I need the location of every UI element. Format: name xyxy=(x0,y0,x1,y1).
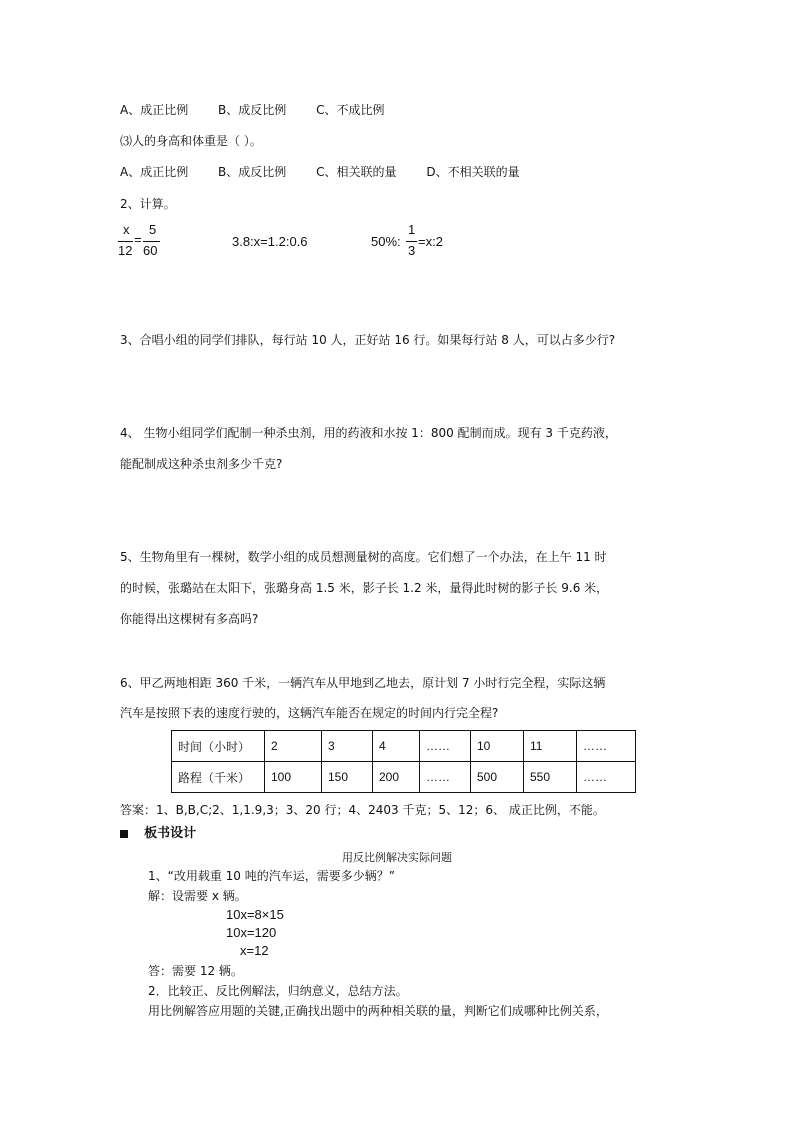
board-heading: 板书设计 xyxy=(144,826,197,841)
option-b: B、成反比例 xyxy=(218,165,287,179)
answers: 答案：1、B,B,C;2、1,1.9,3；3、20 行；4、2403 千克；5、12；6、 成正比例，不能。 xyxy=(120,803,605,817)
board-line-5: x=12 xyxy=(240,943,269,958)
q5-line-3: 你能得出这棵树有多高吗? xyxy=(120,612,259,626)
table-cell: 100 xyxy=(265,762,322,793)
table-cell: 时间（小时） xyxy=(172,731,265,762)
table-cell: 10 xyxy=(471,731,524,762)
eq1-left-den: 12 xyxy=(118,243,133,258)
q3-problem: 3、合唱小组的同学们排队，每行站 10 人，正好站 16 行。如果每行站 8 人，可以占多少行? xyxy=(120,333,616,347)
speed-table xyxy=(171,730,636,793)
prev-question-options xyxy=(120,102,411,118)
table-cell: 4 xyxy=(373,731,420,762)
square-bullet-icon xyxy=(120,830,128,838)
board-line-7: 2．比较正、反比例解法，归纳意义，总结方法。 xyxy=(148,984,408,998)
equation-2: 3.8:x=1.2:0.6 xyxy=(232,234,308,249)
table-cell: 3 xyxy=(322,731,373,762)
board-line-3: 10x=8×15 xyxy=(226,907,284,922)
eq3-den: 3 xyxy=(408,243,416,258)
q5-line-1: 5、生物角里有一棵树，数学小组的成员想测量树的高度。它们想了一个办法，在上午 11 时 xyxy=(120,550,607,564)
board-heading-row xyxy=(120,826,196,842)
option-b: B、成反比例 xyxy=(218,103,287,117)
option-a: A、成正比例 xyxy=(120,165,189,179)
table-cell: …… xyxy=(420,731,471,762)
table-cell: 550 xyxy=(524,762,577,793)
q6-line-1: 6、甲乙两地相距 360 千米，一辆汽车从甲地到乙地去，原计划 7 小时行完全程，实际这辆 xyxy=(120,676,606,690)
option-d: D、不相关联的量 xyxy=(426,165,520,179)
eq3-prefix: 50%: xyxy=(371,234,401,249)
board-line-6: 答：需要 12 辆。 xyxy=(148,964,243,978)
eq1-right-den: 60 xyxy=(143,243,158,258)
option-c: C、相关联的量 xyxy=(316,165,397,179)
fraction-bar xyxy=(406,241,417,242)
table-row xyxy=(172,762,636,793)
board-title: 用反比例解决实际问题 xyxy=(342,851,452,864)
fraction-bar xyxy=(118,241,133,242)
table-cell: 500 xyxy=(471,762,524,793)
table-cell: 11 xyxy=(524,731,577,762)
option-a: A、成正比例 xyxy=(120,103,189,117)
table-cell: …… xyxy=(577,731,636,762)
fraction-bar xyxy=(143,241,160,242)
eq3-num: 1 xyxy=(408,222,416,237)
board-line-4: 10x=120 xyxy=(226,925,277,940)
board-line-2: 解：设需要 x 辆。 xyxy=(148,889,247,903)
equation-3 xyxy=(371,222,451,262)
q2-title: 2、计算。 xyxy=(120,197,176,211)
table-row xyxy=(172,731,636,762)
option-c: C、不成比例 xyxy=(316,103,385,117)
eq1-left-num: x xyxy=(123,222,130,237)
equation-1 xyxy=(118,222,164,262)
q4-line-2: 能配制成这种杀虫剂多少千克? xyxy=(120,457,283,471)
table-cell: 200 xyxy=(373,762,420,793)
table-cell: 2 xyxy=(265,731,322,762)
q6-line-2: 汽车是按照下表的速度行驶的，这辆汽车能否在规定的时间内行完全程? xyxy=(120,706,499,720)
board-line-1: 1、“改用载重 10 吨的汽车运，需要多少辆？” xyxy=(148,869,395,883)
q4-line-1: 4、 生物小组同学们配制一种杀虫剂，用的药液和水按 1：800 配制而成。现有 3 千克药液， xyxy=(120,426,617,440)
eq3-suffix: =x:2 xyxy=(418,234,443,249)
q3-stem: ⑶人的身高和体重是（ ）。 xyxy=(120,134,262,148)
table-cell: 150 xyxy=(322,762,373,793)
table-cell: …… xyxy=(420,762,471,793)
table-cell: 路程（千米） xyxy=(172,762,265,793)
eq1-right-num: 5 xyxy=(149,222,157,237)
q3-options xyxy=(120,164,546,180)
eq1-equals: = xyxy=(134,232,142,247)
q5-line-2: 的时候，张璐站在太阳下，张璐身高 1.5 米，影子长 1.2 米，量得此时树的影子长 9.6 米， xyxy=(120,581,609,595)
board-line-8: 用比例解答应用题的关键,正确找出题中的两种相关联的量，判断它们成哪种比例关系， xyxy=(148,1004,608,1018)
table-cell: …… xyxy=(577,762,636,793)
